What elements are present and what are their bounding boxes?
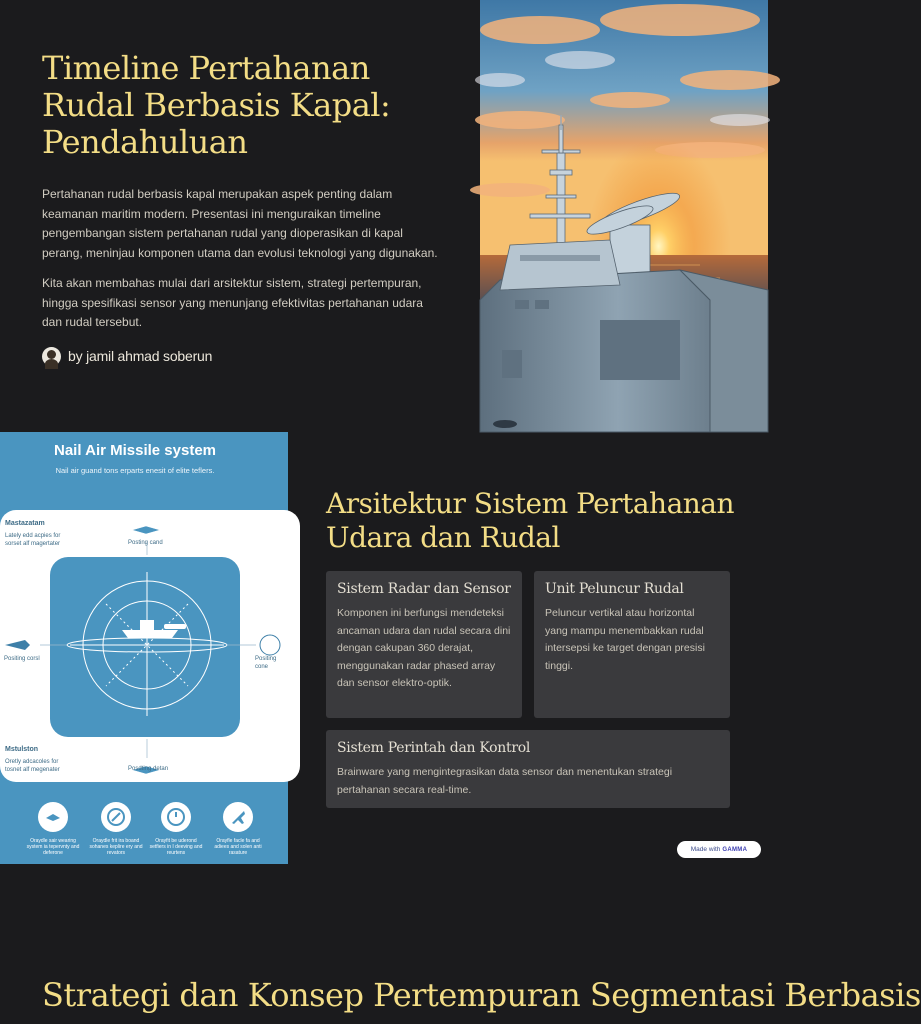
- hero-title: Timeline Pertahanan Rudal Berbasis Kapal: Pendahuluan: [42, 49, 391, 161]
- made-with-gamma-badge[interactable]: [677, 841, 761, 858]
- card-missile-launcher: [534, 571, 730, 718]
- label-top-left-sub: Lately edd acpies for sorset alf magertater: [5, 533, 61, 547]
- hero-text: [42, 50, 442, 366]
- strategy-section-title: Strategi dan Konsep Pertempuran Segmentasi Berbasis: [42, 976, 921, 1014]
- hero-paragraph-2: Kita akan membahas mulai dari arsitektur sistem, strategi pertempuran, hingga spesifikasi sensor yang menunjang efektivitas pertahanan udara dan rudal tersebut.: [42, 276, 423, 329]
- hero-section: [0, 0, 768, 432]
- missile-system-infographic: [0, 432, 288, 864]
- author-name: by jamil ahmad soberun: [68, 348, 213, 364]
- badge-prefix: Made with: [690, 846, 721, 853]
- card-radar-sensor: [326, 571, 522, 718]
- architecture-section: [326, 487, 736, 555]
- hero-paragraph-1: Pertahanan rudal berbasis kapal merupakan aspek penting dalam keamanan maritim modern. Presentasi ini menguraikan timeline pengembangan sistem pertahanan rudal yang dioperasikan di kapal perang, meninjau komponen utama dan evolusi teknologi yang digunakan.: [42, 187, 438, 260]
- card-title: Sistem Radar dan Sensor: [337, 581, 511, 597]
- radar-diagram: [0, 510, 288, 782]
- label-top: Posting cand: [128, 540, 163, 546]
- compass-icon: [101, 802, 131, 832]
- jet-icon: [223, 802, 253, 832]
- timer-icon: [161, 802, 191, 832]
- label-right: Positing cone: [255, 656, 277, 670]
- label-bottom-left-sub: Oretly adcacoles for tosnet alf megenater: [5, 759, 60, 773]
- card-body: Peluncur vertikal atau horizontal yang mampu menembakkan rudal intersepsi ke target dengan presisi tinggi.: [545, 607, 705, 672]
- card-body: Brainware yang mengintegrasikan data sensor dan menentukan strategi pertahanan secara real-time.: [337, 766, 673, 796]
- card-body: Komponen ini berfungsi mendeteksi ancaman udara dan rudal secara dini dengan cakupan 360 derajat, menggunakan radar phased array dan sensor elektro-optik.: [337, 607, 511, 689]
- avatar: [42, 347, 61, 366]
- infographic-title: Nail Air Missile system: [53, 442, 217, 459]
- author-line: [42, 347, 442, 366]
- architecture-title: Arsitektur Sistem Pertahanan Udara dan Rudal: [326, 487, 735, 554]
- label-left: Positing corsl: [4, 656, 40, 662]
- card-title: Sistem Perintah dan Kontrol: [337, 740, 531, 756]
- caption-2: Oraydle frit ira boand sohanes keplire ery and revators: [89, 838, 143, 856]
- gamma-logo: GAMMA: [722, 846, 748, 853]
- caption-4: Orayfle facle fa and adiees and solen anti rasature: [214, 838, 262, 856]
- radar-wave-icon: [38, 802, 68, 832]
- label-top-left: Mastazatam: [5, 520, 45, 527]
- caption-1: Oraydle sair wearing system ia tepervnty and deferone: [26, 838, 80, 856]
- warship-sunset-image: [480, 0, 768, 432]
- infographic-subtitle: Nail air guand tons erparts enesit of elite teflers.: [55, 466, 215, 475]
- label-bottom-left: Mstulston: [5, 746, 39, 753]
- card-title: Unit Peluncur Rudal: [545, 581, 684, 597]
- card-command-control: [326, 730, 730, 808]
- label-bottom: Posdting detan: [128, 766, 169, 772]
- caption-3: Orayfit be uderond setfiers in I deeving and reurtens: [149, 838, 203, 856]
